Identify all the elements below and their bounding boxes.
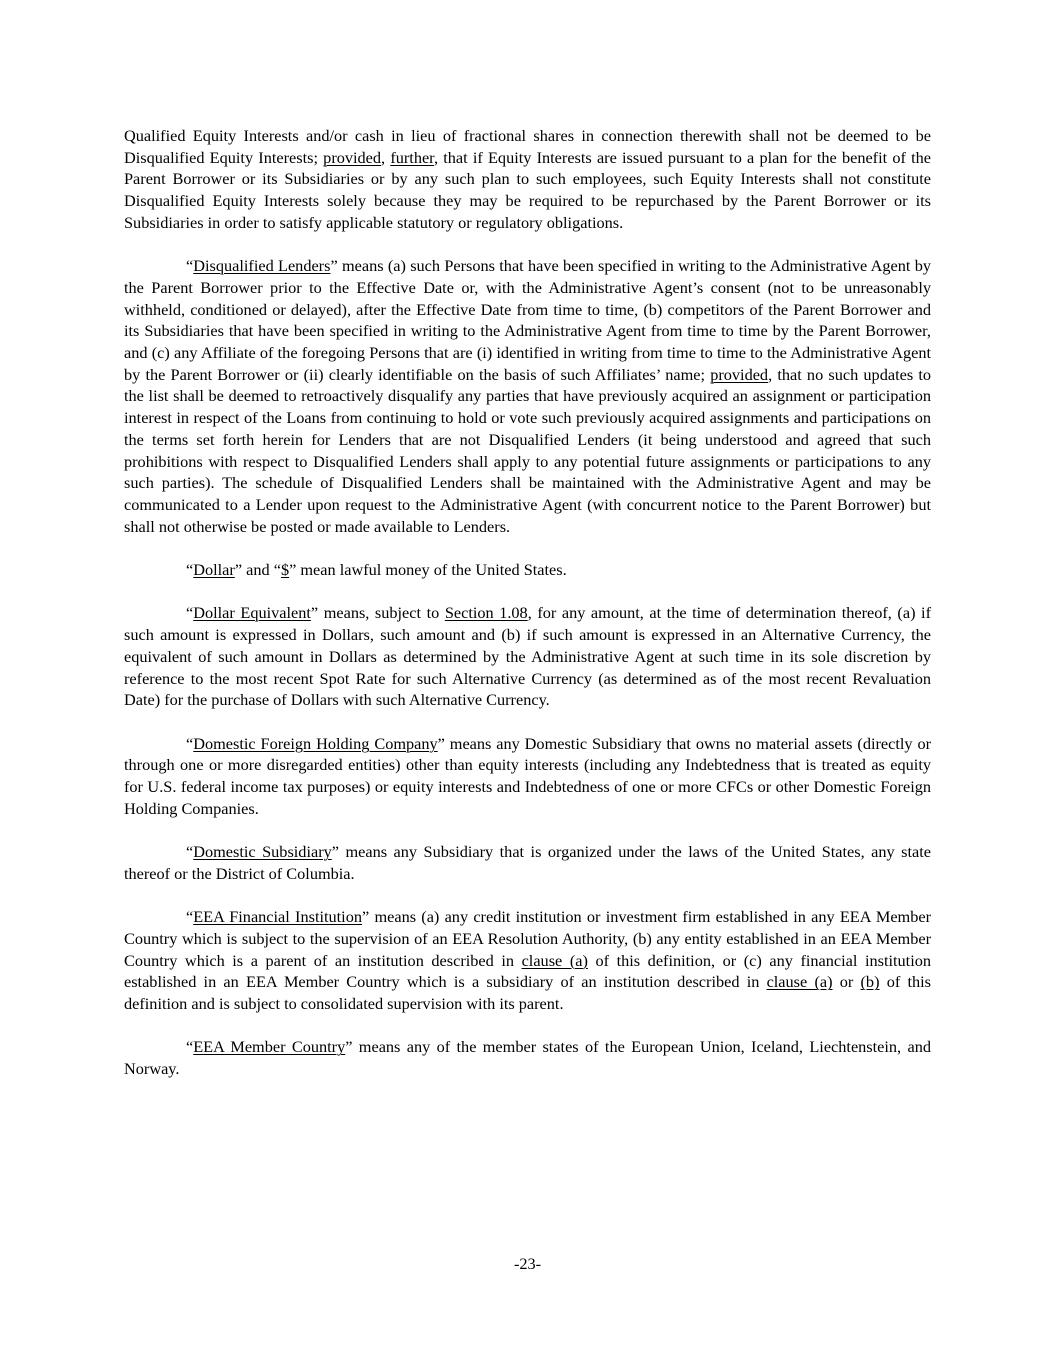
defined-term: EEA Financial Institution xyxy=(193,907,362,927)
text: or xyxy=(832,972,861,992)
definition-dollar xyxy=(124,559,931,581)
page-number: -23- xyxy=(513,1254,542,1273)
text: “ xyxy=(186,733,194,753)
underlined-term: provided xyxy=(323,147,382,167)
clause-reference: (b) xyxy=(860,972,880,992)
text: , xyxy=(381,147,391,167)
text: ” means (a) such Persons that have been specified in writing to the Administrative Agent by the Parent Borrower prior to the Effective Date or, with the Administrative Agent’s consent (not to be unreasonably withheld, conditioned or delayed), after the Effective Date from time to time, (b) competitors of the Parent Borrower and its Subsidiaries that have been specified in writing to the Administrative Agent from time to time by the Parent Borrower, and (c) any Affiliate of the foregoing Persons that are (i) identified in writing from time to time to the Administrative Agent by the Parent Borrower or (ii) clearly identifiable on the basis of such Affiliates’ name; xyxy=(124,256,931,384)
definition-disqualified-lenders xyxy=(124,255,931,537)
text: of this definition and is subject to consolidated supervision with its parent. xyxy=(124,972,931,1014)
text: , for any amount, at the time of determination thereof, (a) if such amount is expressed in Dollars, such amount and (b) if such amount is expressed in an Alternative Currency, the equivalent of such amount in Dollars as determined by the Administrative Agent at such time in its sole discretion by reference to the most recent Spot Rate for such Alternative Currency (as determined as of the most recent Revaluation Date) for the purchase of Dollars with such Alternative Currency. xyxy=(124,603,932,710)
defined-term: Domestic Subsidiary xyxy=(193,842,332,862)
text: ” means (a) any credit institution or investment firm established in any EEA Member Country which is subject to the supervision of an EEA Resolution Authority, (b) any entity established in an EEA Member Country which is a parent of an institution described in xyxy=(124,907,931,970)
defined-term: Dollar xyxy=(193,560,235,580)
text: ” and “ xyxy=(234,560,281,580)
text: ” means, subject to xyxy=(310,603,445,623)
text: “ xyxy=(186,1037,194,1057)
definition-eea-member-country xyxy=(124,1036,931,1079)
text: ” means any of the member states of the European Union, Iceland, Liechtenstein, and Norway. xyxy=(124,1037,931,1079)
text: of this definition, or (c) any financial institution established in an EEA Member Country which is a subsidiary of an institution described in xyxy=(124,950,932,992)
text: ” mean lawful money of the United States. xyxy=(289,560,567,580)
definition-domestic-foreign-holding-company xyxy=(124,733,931,820)
definition-eea-financial-institution xyxy=(124,906,931,1015)
section-reference: Section 1.08 xyxy=(444,603,528,623)
text: “ xyxy=(186,842,194,862)
defined-term: EEA Member Country xyxy=(193,1037,346,1057)
text: “ xyxy=(186,256,194,276)
defined-term: Dollar Equivalent xyxy=(193,603,311,623)
document-page xyxy=(124,125,931,1102)
text: Qualified Equity Interests and/or cash in lieu of fractional shares in connection therewith shall not be deemed to be Disqualified Equity Interests; xyxy=(124,126,931,167)
text: ” means any Domestic Subsidiary that owns no material assets (directly or through one or more disregarded entities) other than equity interests (including any Indebtedness that is treated as equity for U.S. federal income tax purposes) or equity interests and Indebtedness of one or more CFCs or other Domestic Foreign Holding Companies. xyxy=(124,733,932,818)
defined-term: $ xyxy=(280,560,290,580)
definition-dollar-equivalent xyxy=(124,602,931,711)
text: , that no such updates to the list shall be deemed to retroactively disqualify any parties that have previously acquired an assignment or participation interest in respect of the Loans from continuing to hold or vote such previously acquired assignments and participations on the terms set forth herein for Lenders that are not Disqualified Lenders (it being understood and agreed that such prohibitions with respect to Disqualified Lenders shall apply to any potential future assignments or participations to any such parties). The schedule of Disqualified Lenders shall be maintained with the Administrative Agent and may be communicated to a Lender upon request to the Administrative Agent (with concurrent notice to the Parent Borrower) but shall not otherwise be posted or made available to Lenders. xyxy=(124,364,931,536)
text: “ xyxy=(186,907,194,927)
text: “ xyxy=(186,603,194,623)
underlined-term: provided xyxy=(710,364,769,384)
underlined-term: further xyxy=(390,147,434,167)
clause-reference: clause (a) xyxy=(521,950,588,970)
text: “ xyxy=(186,560,194,580)
definition-domestic-subsidiary xyxy=(124,841,931,884)
defined-term: Domestic Foreign Holding Company xyxy=(193,733,438,753)
text: , that if Equity Interests are issued pursuant to a plan for the benefit of the Parent Borrower or its Subsidiaries or by any such plan to such employees, such Equity Interests shall not constitute Disqualified Equity Interests solely because they may be required to be repurchased by the Parent Borrower or its Subsidiaries in order to satisfy applicable statutory or regulatory obligations. xyxy=(124,147,931,232)
defined-term: Disqualified Lenders xyxy=(193,256,331,276)
text: ” means any Subsidiary that is organized under the laws of the United States, any state thereof or the District of Columbia. xyxy=(124,842,931,883)
clause-reference: clause (a) xyxy=(766,972,833,992)
paragraph-disqualified-equity-continuation xyxy=(124,125,931,234)
